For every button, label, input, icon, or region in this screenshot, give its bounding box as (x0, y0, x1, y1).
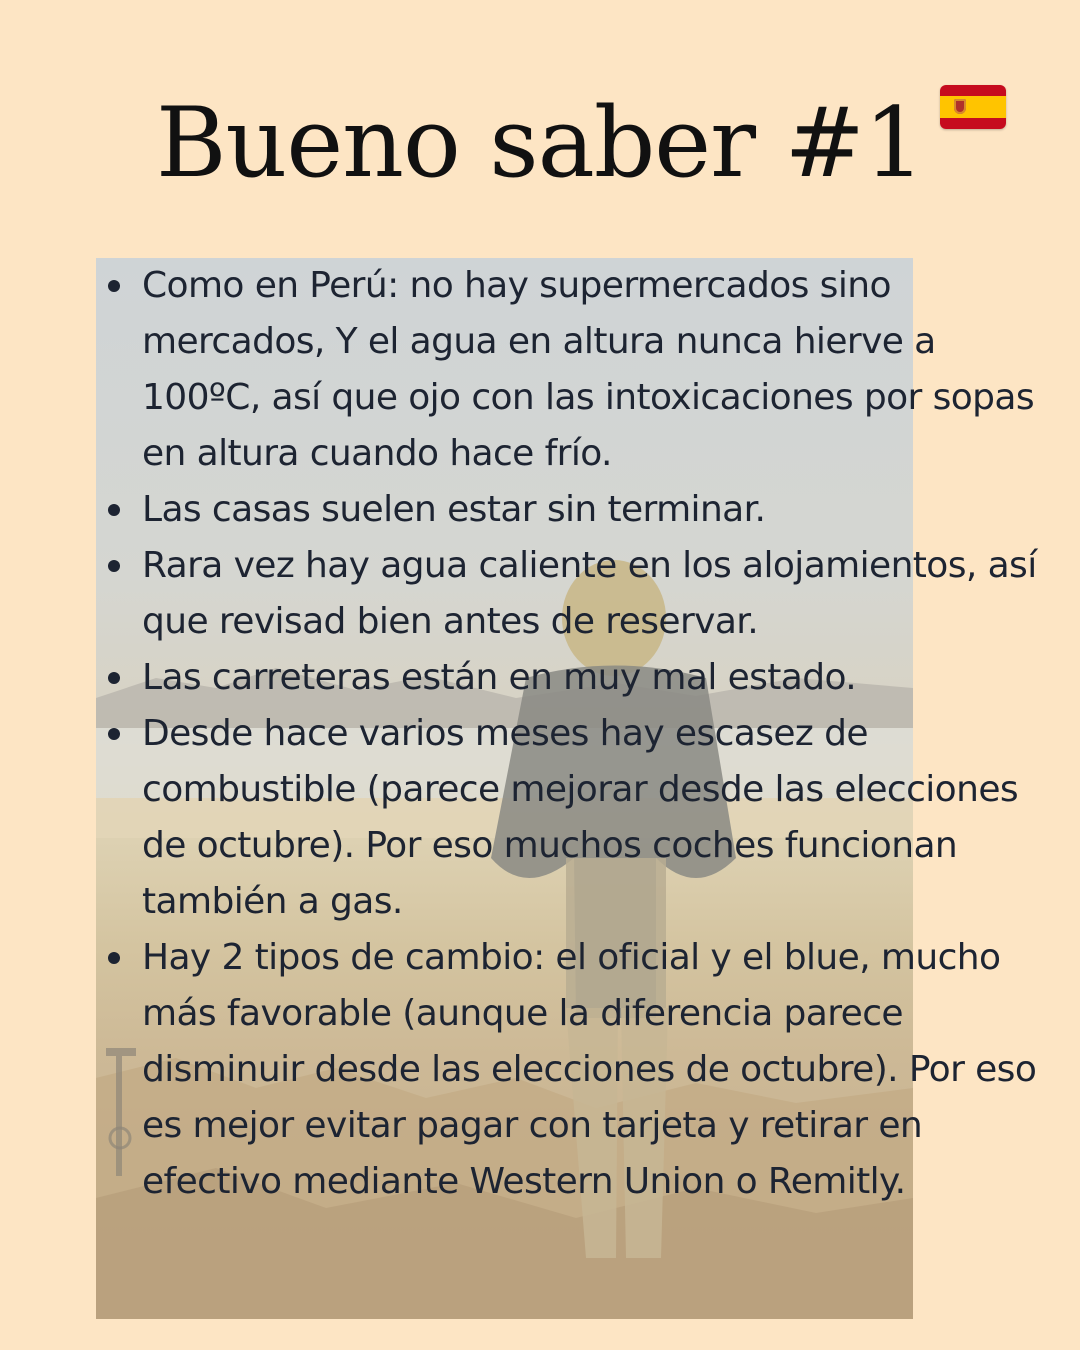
list-item-text: Desde hace varios meses hay escasez de combustible (parece mejorar desde las elecciones de octubre). Por eso muchos coches funcionan también a gas. (142, 713, 1019, 922)
list-item (98, 930, 1058, 1210)
list-item-text: Las casas suelen estar sin terminar. (142, 489, 766, 530)
list-item (98, 482, 1058, 538)
spain-flag-icon (940, 85, 1006, 129)
list-item (98, 706, 1058, 930)
page-title: Bueno saber #1 (155, 87, 924, 199)
list-item-text: Hay 2 tipos de cambio: el oficial y el blue, mucho más favorable (aunque la diferencia parece disminuir desde las elecciones de octubre). Por eso es mejor evitar pagar con tarjeta y retirar en efectivo mediante Western Union o Remitly. (142, 937, 1037, 1202)
list-item (98, 258, 1058, 482)
bullet-icon (108, 672, 120, 684)
list-item (98, 650, 1058, 706)
list-item-text: Las carreteras están en muy mal estado. (142, 657, 857, 698)
bullet-icon (108, 728, 120, 740)
bullet-icon (108, 560, 120, 572)
tips-list (98, 258, 1058, 1210)
bullet-icon (108, 952, 120, 964)
list-item (98, 538, 1058, 650)
list-item-text: Rara vez hay agua caliente en los alojamientos, así que revisad bien antes de reservar. (142, 545, 1037, 642)
bullet-icon (108, 504, 120, 516)
bullet-icon (108, 280, 120, 292)
list-item-text: Como en Perú: no hay supermercados sino mercados, Y el agua en altura nunca hierve a 100ºC, así que ojo con las intoxicaciones por sopas en altura cuando hace frío. (142, 265, 1035, 474)
